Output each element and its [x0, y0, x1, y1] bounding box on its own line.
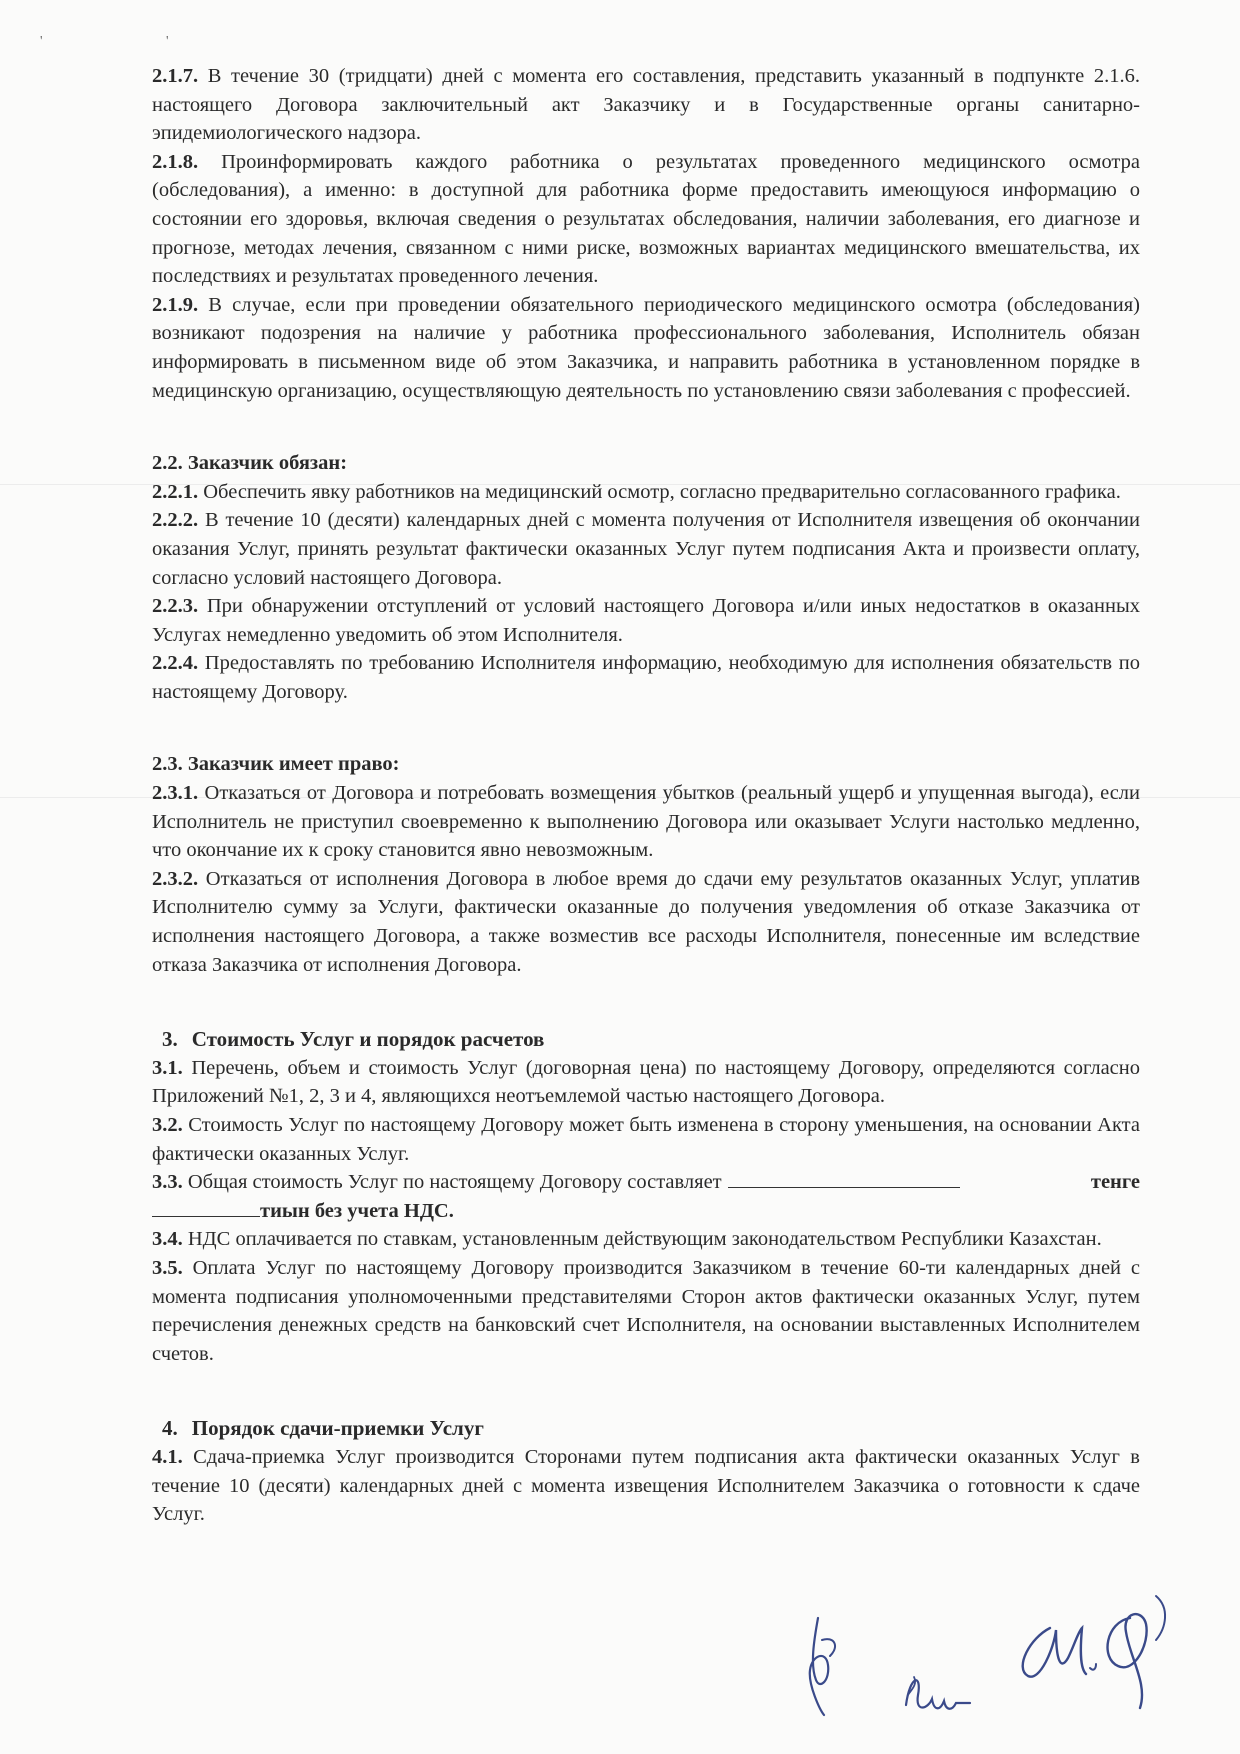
clause-number: 2.2.4. [152, 652, 199, 675]
signature-initial-2 [900, 1665, 980, 1725]
clause-3-3 [152, 1168, 1140, 1225]
clause-4-1 [152, 1443, 1140, 1529]
clause-text: В случае, если при проведении обязательного периодического медицинского осмотра (обследования) возникают подозрения на наличие у работника профессионального заболевания, Исполнитель обязан информировать в письменном виде об этом Заказчика, и направить работника в установленном порядке в медицинскую организацию, осуществляющую деятельность по установлению связи заболевания с профессией. [152, 293, 1140, 402]
clause-text: Отказаться от исполнения Договора в любое время до сдачи ему результатов оказанных Услуг, уплатив Исполнителю сумму за Услуги, фактически оказанные до получения уведомления об отказе Заказчика от исполнения настоящего Договора, а также возместив все расходы Исполнителя, понесенные им вследствие отказа Заказчика от исполнения Договора. [152, 867, 1140, 976]
clause-2-1-7 [152, 62, 1140, 148]
clause-2-1-8 [152, 148, 1140, 291]
clause-number: 4.1. [152, 1445, 183, 1468]
clause-3-2 [152, 1111, 1140, 1168]
clause-text: Предоставлять по требованию Исполнителя информацию, необходимую для исполнения обязательств по настоящему Договору. [152, 652, 1140, 703]
clause-number: 3.5. [152, 1256, 183, 1279]
clause-3-4 [152, 1225, 1140, 1254]
clause-text: Оплата Услуг по настоящему Договору производится Заказчиком в течение 60-ти календарных дней с момента подписания уполномоченными представителями Сторон актов фактически оказанных Услуг, путем перечисления денежных средств на банковский счет Исполнителя, на основании выставленных Исполнителем счетов. [152, 1256, 1140, 1365]
clause-3-5 [152, 1254, 1140, 1368]
signature-initial-1 [800, 1610, 870, 1720]
section-heading-2-2: 2.2. Заказчик обязан: [152, 452, 348, 475]
clause-text: При обнаружении отступлений от условий настоящего Договора и/или иных недостатков в оказанных Услугах немедленно уведомить об этом Исполнителя. [152, 595, 1140, 646]
clause-number: 2.1.9. [152, 293, 199, 316]
clause-number: 2.1.7. [152, 65, 199, 87]
clause-2-3-2 [152, 865, 1140, 979]
clause-number: 2.2.1. [152, 480, 199, 503]
clause-2-2-2 [152, 506, 1140, 592]
scan-marks: ' ' [40, 34, 229, 49]
clause-2-2-3 [152, 592, 1140, 649]
clause-number: 3.4. [152, 1228, 183, 1251]
clause-number: 3.2. [152, 1114, 183, 1136]
clause-2-1-9 [152, 291, 1140, 405]
clause-text: Отказаться от Договора и потребовать возмещения убытков (реальный ущерб и упущенная выгода), если Исполнитель не приступил своевременно к выполнению Договора или оказывает Услуги настолько медленно, что окончание их к сроку становится явно невозможным. [152, 782, 1140, 862]
section-heading-2-3: 2.3. Заказчик имеет право: [152, 753, 400, 776]
amount-blank [728, 1169, 960, 1188]
section-title: Стоимость Услуг и порядок расчетов [191, 1027, 545, 1052]
signature-main [1010, 1588, 1190, 1718]
clause-text: Перечень, объем и стоимость Услуг (договорная цена) по настоящему Договору, определяются согласно Приложений №1, 2, 3 и 4, являющихся неотъемлемой частью настоящего Договора. [152, 1056, 1140, 1108]
clause-text: Общая стоимость Услуг по настоящему Договору составляет [182, 1171, 722, 1194]
clause-number: 2.2.2. [152, 509, 199, 532]
section-heading-3 [152, 1025, 1140, 1054]
clause-number: 2.3.1. [152, 782, 199, 805]
clause-text: В течение 10 (десяти) календарных дней с момента получения от Исполнителя извещения об окончании оказания Услуг, принять результат фактически оказанных Услуг путем подписания Акта и произвести оплату, согласно условий настоящего Договора. [152, 509, 1140, 589]
clause-text: НДС оплачивается по ставкам, установленным действующим законодательством Республики Казахстан. [182, 1228, 1102, 1251]
clause-number: 2.3.2. [152, 867, 199, 890]
section-number: 4. [162, 1416, 178, 1441]
section-number: 3. [162, 1027, 178, 1052]
clause-text: Стоимость Услуг по настоящему Договору может быть изменена в сторону уменьшения, на основании Акта фактически оказанных Услуг. [152, 1114, 1140, 1165]
clause-3-1 [152, 1054, 1140, 1111]
clause-text: Обеспечить явку работников на медицинский осмотр, согласно предварительно согласованного графика. [198, 480, 1121, 503]
tiyn-label: тиын без учета НДС. [260, 1199, 454, 1222]
clause-text: В течение 30 (тридцати) дней с момента его составления, представить указанный в подпункте 2.1.6. настоящего Договора заключительный акт Заказчику и в Государственные органы санитарно-эпидемиологического надзора. [152, 65, 1140, 145]
clause-2-3-1 [152, 779, 1140, 865]
clause-number: 2.1.8. [152, 150, 199, 173]
clause-2-2-1 [152, 478, 1140, 507]
clause-number: 2.2.3. [152, 595, 199, 618]
clause-text: Сдача-приемка Услуг производится Сторонами путем подписания акта фактически оказанных Услуг в течение 10 (десяти) календарных дней с момента извещения Исполнителем Заказчика о готовности к сдаче Услуг. [152, 1445, 1140, 1526]
document-body [152, 62, 1140, 1529]
tenge-label: тенге [1090, 1171, 1140, 1194]
clause-number: 3.3. [152, 1171, 183, 1194]
clause-2-2-4 [152, 649, 1140, 706]
section-title: Порядок сдачи-приемки Услуг [191, 1416, 484, 1441]
clause-number: 3.1. [152, 1056, 183, 1079]
clause-text: Проинформировать каждого работника о результатах проведенного медицинского осмотра (обследования), а именно: в доступной для работника форме предоставить имеющуюся информацию о состоянии его здоровья, включая сведения о результатах обследования, наличии заболевания, его диагнозе и прогнозе, методах лечения, связанном с ними риске, возможных вариантах медицинского вмешательства, их последствиях и результатах проведенного лечения. [152, 150, 1140, 288]
section-heading-4 [152, 1414, 1140, 1443]
tiyn-blank [152, 1198, 260, 1217]
